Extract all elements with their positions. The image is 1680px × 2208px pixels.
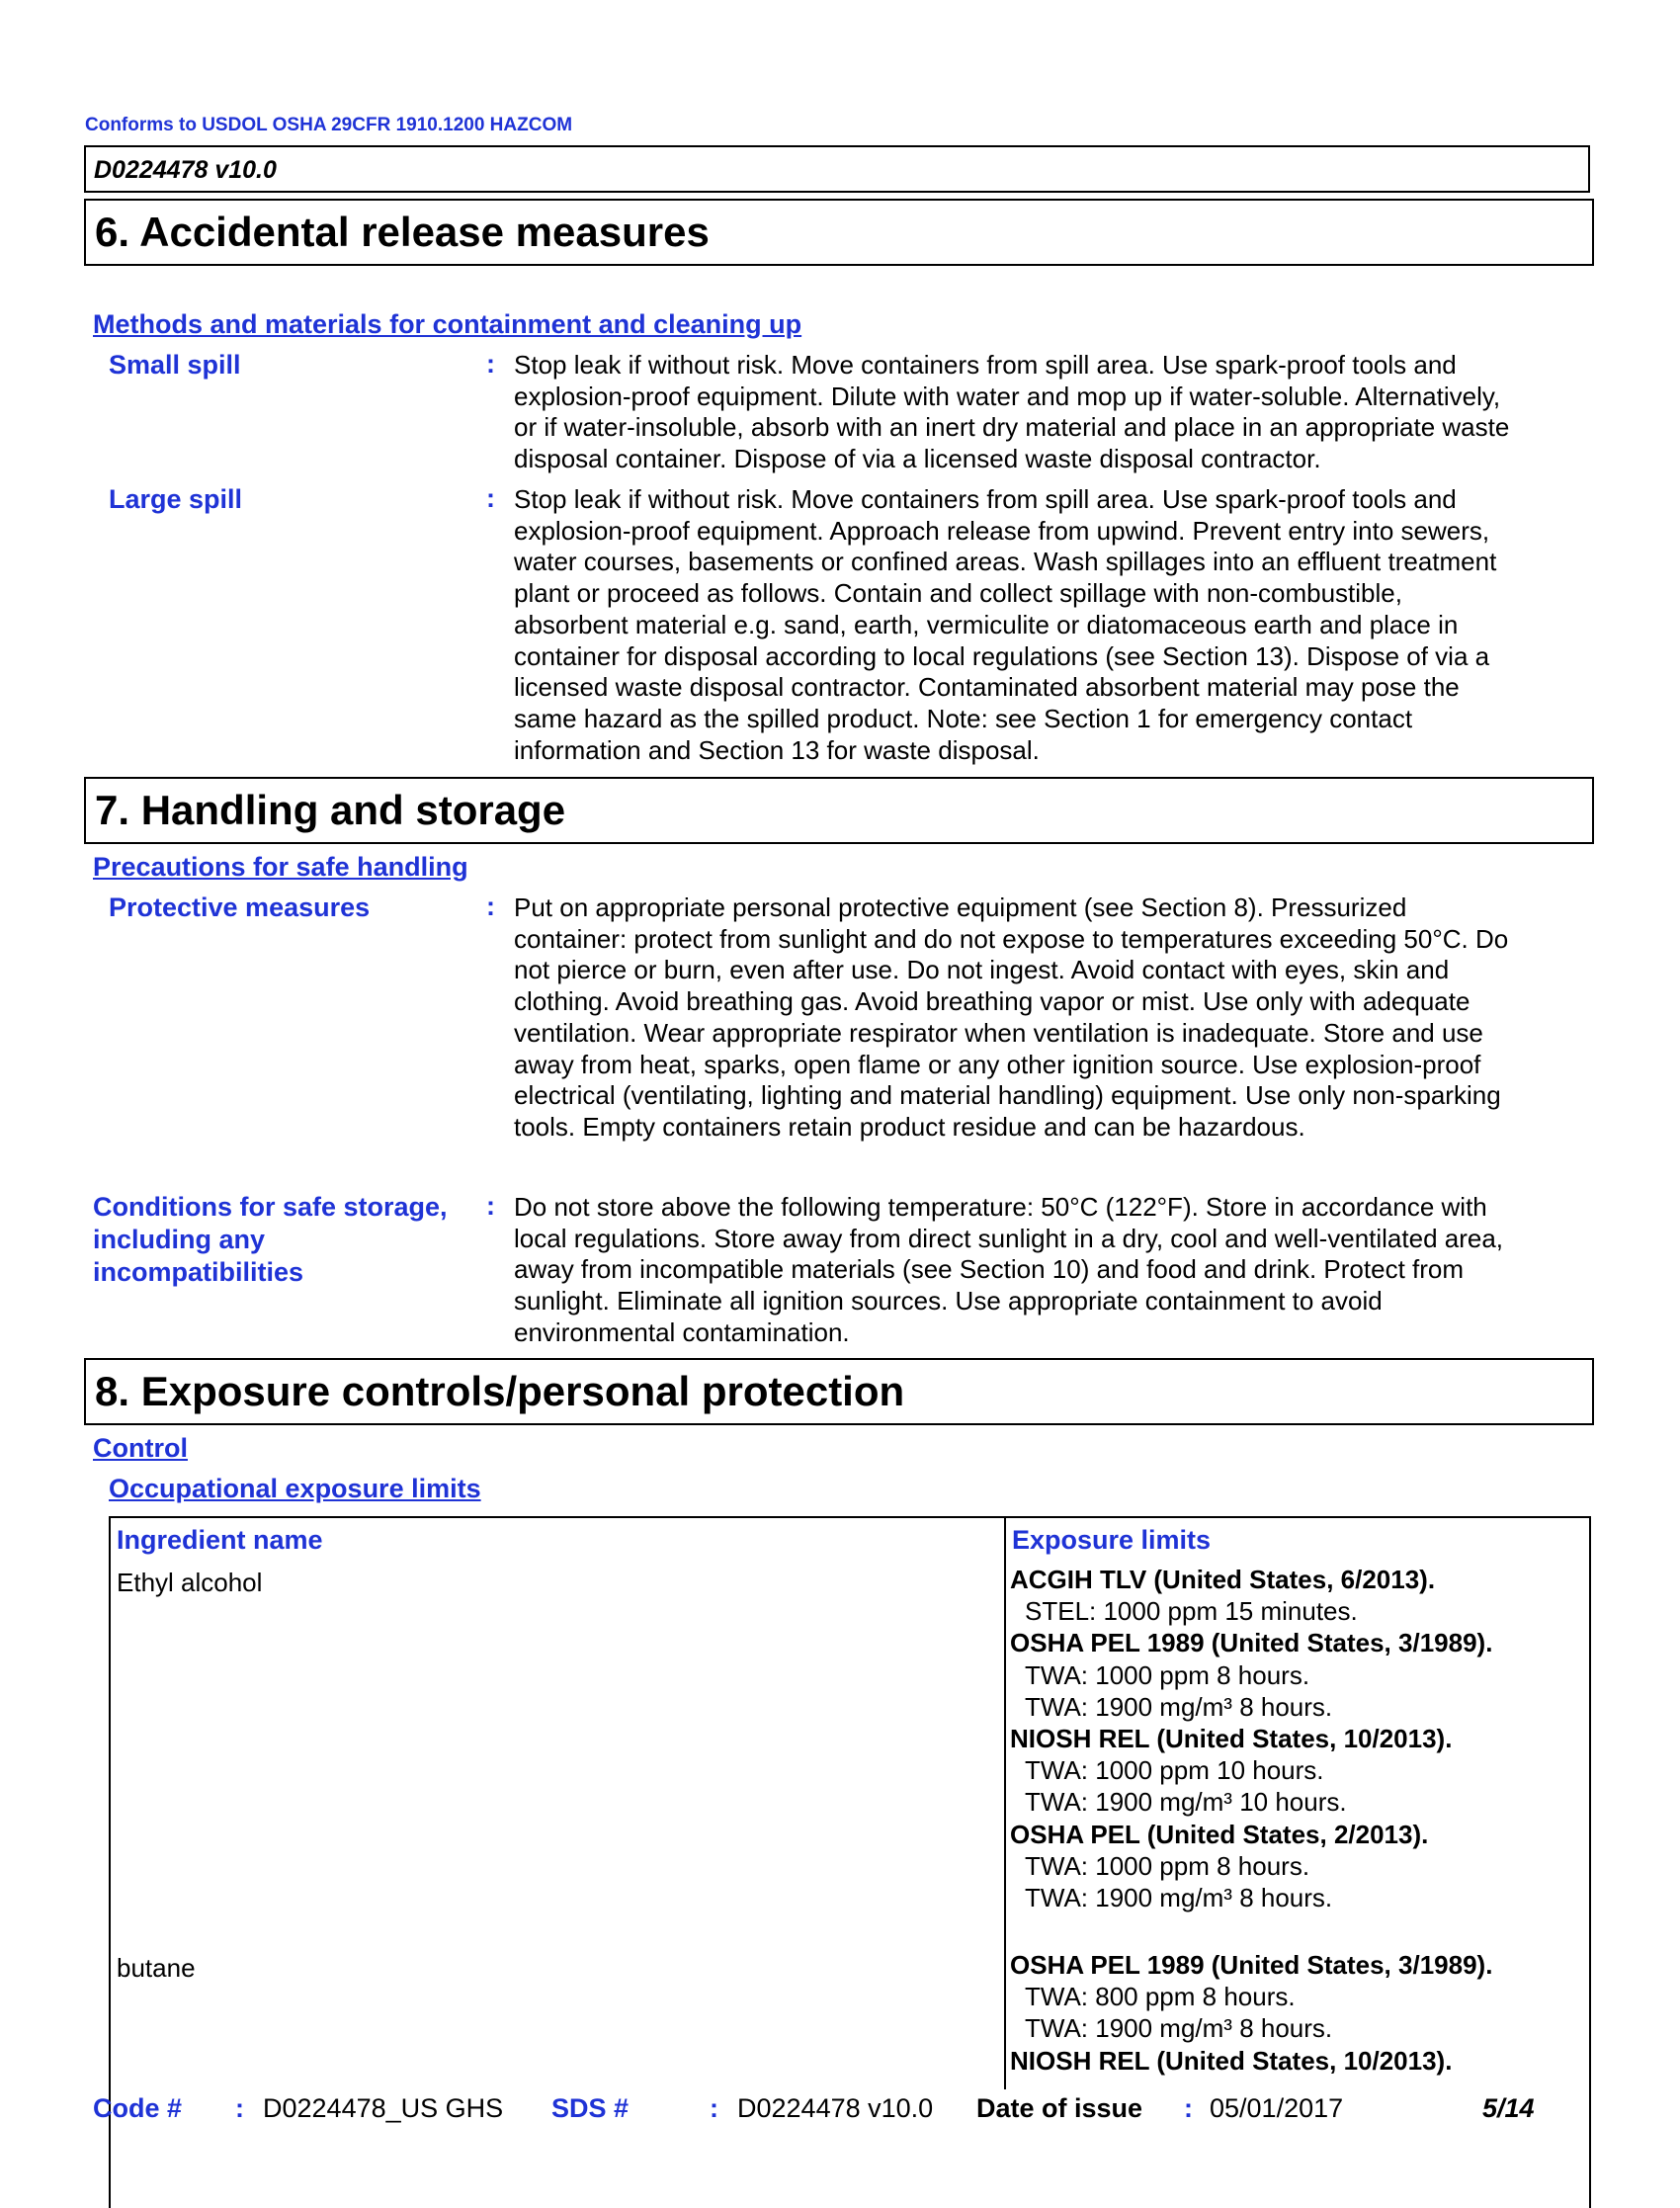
text-line: or if water-insoluble, absorb with an inert dry material and place in an appropriate waste [514, 412, 1510, 443]
limit-value: TWA: 1000 ppm 8 hours. [1025, 1659, 1310, 1690]
text-line: ventilation. Wear appropriate respirator when ventilation is inadequate. Store and use [514, 1017, 1483, 1048]
text-line: away from incompatible materials (see Section 10) and food and drink. Protect from [514, 1254, 1465, 1285]
limits-ethyl-alcohol [1010, 1564, 1583, 1913]
limit-source: OSHA PEL (United States, 2/2013). [1010, 1819, 1429, 1849]
text-line: sunlight. Eliminate all ignition sources. Use appropriate containment to avoid [514, 1286, 1383, 1316]
footer-date-colon: : [1184, 2093, 1193, 2123]
limits-butane [1010, 1949, 1583, 2077]
text-line: licensed waste disposal contractor. Contaminated absorbent material may pose the [514, 672, 1460, 703]
text-line: not pierce or burn, even after use. Do not ingest. Avoid contact with eyes, skin and [514, 955, 1450, 985]
limit-source: NIOSH REL (United States, 10/2013). [1010, 2045, 1453, 2076]
text-line: plant or proceed as follows. Contain and collect spillage with non-combustible, [514, 578, 1402, 609]
section-6-title: 6. Accidental release measures [95, 209, 710, 255]
ingredient-ethyl-alcohol: Ethyl alcohol [117, 1568, 263, 1597]
text-line: local regulations. Store away from direct sunlight in a dry, cool and well-ventilated area, [514, 1223, 1504, 1253]
label-line: Conditions for safe storage, [93, 1192, 448, 1222]
ingredient-butane: butane [117, 1953, 196, 1983]
column-header-limits: Exposure limits [1012, 1525, 1212, 1555]
occupational-limits-subheading: Occupational exposure limits [109, 1474, 481, 1503]
section-8-title: 8. Exposure controls/personal protection [95, 1368, 905, 1414]
section-7-title: 7. Handling and storage [95, 787, 566, 833]
limit-value: TWA: 1900 mg/m³ 8 hours. [1025, 2013, 1333, 2044]
text-line: information and Section 13 for waste disposal. [514, 734, 1040, 765]
control-subheading: Control [93, 1433, 188, 1463]
footer-sds-label: SDS # [551, 2093, 630, 2123]
text-line: water courses, basements or confined areas. Wash spillages into an effluent treatment [514, 547, 1497, 577]
text-line: away from heat, sparks, open flame or any other ignition source. Use explosion-proof [514, 1049, 1481, 1079]
text-line: tools. Empty containers retain product residue and can be hazardous. [514, 1111, 1305, 1142]
small-spill-label: Small spill [109, 350, 241, 380]
limit-source: OSHA PEL 1989 (United States, 3/1989). [1010, 1628, 1493, 1658]
limit-source: NIOSH REL (United States, 10/2013). [1010, 1724, 1453, 1754]
limit-value: TWA: 1900 mg/m³ 8 hours. [1025, 1883, 1333, 1913]
safe-storage-text [514, 1192, 1596, 1349]
footer-code-colon: : [235, 2093, 244, 2123]
text-line: container: protect from sunlight and do not expose to temperatures exceeding 50°C. Do [514, 923, 1509, 954]
column-header-ingredient: Ingredient name [117, 1525, 323, 1555]
safe-handling-subheading: Precautions for safe handling [93, 852, 468, 882]
text-line: environmental contamination. [514, 1316, 850, 1347]
text-line: clothing. Avoid breathing gas. Avoid breathing vapor or mist. Use only with adequate [514, 986, 1470, 1017]
text-line: Stop leak if without risk. Move containers from spill area. Use spark-proof tools and [514, 484, 1457, 514]
section-7-header [84, 777, 1594, 844]
section-8-header [84, 1358, 1594, 1425]
protective-measures-label: Protective measures [109, 892, 371, 922]
limit-value: TWA: 1000 ppm 8 hours. [1025, 1850, 1310, 1881]
limit-source: ACGIH TLV (United States, 6/2013). [1010, 1565, 1436, 1594]
text-line: Put on appropriate personal protective equipment (see Section 8). Pressurized [514, 892, 1407, 922]
small-spill-text [514, 350, 1596, 475]
limit-value: TWA: 1900 mg/m³ 10 hours. [1025, 1787, 1347, 1818]
document-id-box [84, 145, 1590, 193]
footer-code-value: D0224478_US GHS [263, 2093, 504, 2123]
limit-value: TWA: 1900 mg/m³ 8 hours. [1025, 1691, 1333, 1722]
footer-sds-value: D0224478 v10.0 [737, 2093, 934, 2123]
protective-measures-colon: : [486, 892, 495, 921]
text-line: absorbent material e.g. sand, earth, vermiculite or diatomaceous earth and place in [514, 609, 1459, 639]
conforms-statement: Conforms to USDOL OSHA 29CFR 1910.1200 HAZCOM [85, 115, 573, 135]
footer-date-label: Date of issue [976, 2093, 1143, 2123]
limit-value: TWA: 1000 ppm 10 hours. [1025, 1755, 1324, 1786]
limit-value: TWA: 800 ppm 8 hours. [1025, 1982, 1296, 2012]
text-line: Stop leak if without risk. Move containers from spill area. Use spark-proof tools and [514, 350, 1457, 380]
limit-value: STEL: 1000 ppm 15 minutes. [1025, 1596, 1358, 1627]
large-spill-colon: : [486, 483, 495, 513]
footer-code-label: Code # [93, 2093, 183, 2123]
large-spill-label: Large spill [109, 484, 243, 514]
label-line: including any [93, 1225, 266, 1254]
text-line: explosion-proof equipment. Approach release from upwind. Prevent entry into sewers, [514, 515, 1490, 546]
text-line: Do not store above the following temperature: 50°C (122°F). Store in accordance with [514, 1192, 1487, 1222]
footer-page-number: 5/14 [1482, 2093, 1535, 2123]
safe-storage-label [93, 1191, 448, 1289]
protective-measures-text [514, 892, 1596, 1144]
text-line: same hazard as the spilled product. Note: see Section 1 for emergency contact [514, 703, 1413, 733]
footer-sds-colon: : [710, 2093, 718, 2123]
table-column-divider [1004, 1516, 1006, 2089]
large-spill-text [514, 484, 1596, 766]
containment-subheading: Methods and materials for containment and cleaning up [93, 309, 802, 339]
footer-date-value: 05/01/2017 [1210, 2093, 1344, 2123]
text-line: container for disposal according to local regulations (see Section 13). Dispose of via a [514, 640, 1490, 671]
text-line: explosion-proof equipment. Dilute with water and mop up if water-soluble. Alternatively, [514, 381, 1501, 411]
document-id: D0224478 v10.0 [94, 156, 277, 184]
text-line: disposal container. Dispose of via a licensed waste disposal contractor. [514, 444, 1321, 474]
small-spill-colon: : [486, 349, 495, 379]
safe-storage-colon: : [486, 1191, 495, 1221]
label-line: incompatibilities [93, 1257, 304, 1287]
text-line: electrical (ventilating, lighting and material handling) equipment. Use only non-sparking [514, 1080, 1501, 1111]
limit-source: OSHA PEL 1989 (United States, 3/1989). [1010, 1950, 1493, 1980]
section-6-header [84, 199, 1594, 266]
